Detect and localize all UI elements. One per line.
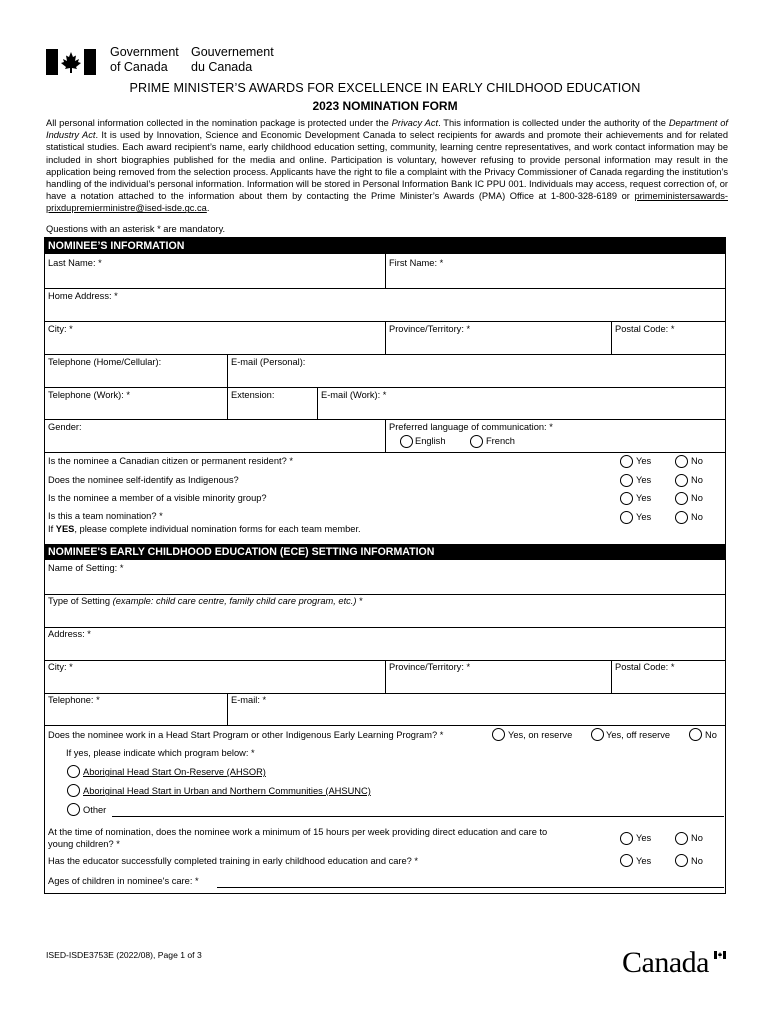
privacy-text-2: . This information is collected under the authority of the <box>438 118 669 128</box>
divider <box>45 627 725 628</box>
setting-postal-field[interactable] <box>616 673 722 691</box>
email-personal-label: E-mail (Personal): <box>231 357 306 367</box>
gov-en-line1: Government <box>110 45 179 59</box>
gov-fr-line2: du Canada <box>191 60 253 74</box>
setting-name-field[interactable] <box>49 574 721 592</box>
setting-province-label: Province/Territory: * <box>389 662 471 672</box>
setting-name-label: Name of Setting: * <box>48 563 124 573</box>
minority-no-label: No <box>691 493 703 503</box>
email-work-label: E-mail (Work): * <box>321 390 387 400</box>
divider <box>227 693 228 725</box>
mandatory-note: Questions with an asterisk * are mandatory. <box>46 224 226 234</box>
divider <box>385 321 386 354</box>
privacy-text-1: All personal information collected in the nomination package is protected under the <box>46 118 392 128</box>
indigenous-yes-label: Yes <box>636 475 652 485</box>
hours-question-line2: young children? * <box>48 839 120 849</box>
setting-address-field[interactable] <box>49 640 721 658</box>
setting-type-text: Type of Setting <box>48 596 113 606</box>
gov-en-line2: of Canada <box>110 60 168 74</box>
citizen-no-radio[interactable] <box>675 455 688 468</box>
setting-city-label: City: * <box>48 662 73 672</box>
last-name-field[interactable] <box>49 268 381 286</box>
city-label: City: * <box>48 324 73 334</box>
canada-flag-icon <box>46 49 96 75</box>
nomination-form <box>44 237 726 894</box>
team-if-text: If <box>48 524 56 534</box>
divider <box>45 354 725 355</box>
hours-yes-label: Yes <box>636 833 652 843</box>
privacy-act-text: Privacy Act <box>391 118 439 128</box>
postal-code-field[interactable] <box>616 334 722 352</box>
hours-no-radio[interactable] <box>675 832 688 845</box>
divider <box>385 254 386 288</box>
setting-address-label: Address: * <box>48 629 91 639</box>
divider <box>45 693 725 694</box>
setting-type-asterisk: * <box>356 596 363 606</box>
team-no-radio[interactable] <box>675 511 688 524</box>
minority-no-radio[interactable] <box>675 492 688 505</box>
divider <box>385 660 386 693</box>
divider <box>45 452 725 453</box>
training-yes-label: Yes <box>636 856 652 866</box>
divider <box>45 725 725 726</box>
indigenous-yes-radio[interactable] <box>620 474 633 487</box>
team-yes-label: Yes <box>636 512 652 522</box>
telephone-home-field[interactable] <box>49 367 223 385</box>
head-start-no-label: No <box>705 730 717 740</box>
divider <box>45 594 725 595</box>
training-no-label: No <box>691 856 703 866</box>
privacy-text-3: . It is used by Innovation, Science and Economic Development Canada to select recipients for awards and promote their achievements and for related statistical studies. Each award recipient’s name, early childhood education setting, community, learning centre representatives, and work contact information may be included in short biographies published for the media and online. Participation is voluntary, however refusing to provide personal information may result in the application being removed from the selection process. Applicants have the right to file a complaint with the Privacy Commissioner of Canada regarding the institution’s handling of the individual’s personal information. Information will be stored in Personal Information Bank IC PPU 001. Individuals may access, request correction of, or have a notation attached to the information about them by contacting the Prime Minister’s Awards (PMA) Office at 1-800-328-6189 or <box>46 130 728 202</box>
setting-type-field[interactable] <box>49 607 721 625</box>
email-work-field[interactable] <box>322 400 722 417</box>
minority-yes-label: Yes <box>636 493 652 503</box>
setting-type-example: (example: child care centre, family child care program, etc.) <box>112 596 357 606</box>
citizen-yes-label: Yes <box>636 456 652 466</box>
ages-field[interactable] <box>217 887 724 888</box>
training-question: Has the educator successfully completed training in early childhood education and care? * <box>48 856 419 866</box>
indigenous-question: Does the nominee self-identify as Indigenous? <box>48 475 239 485</box>
extension-label: Extension: <box>231 390 275 400</box>
email-personal-field[interactable] <box>232 367 722 385</box>
english-radio[interactable] <box>400 435 413 448</box>
home-address-label: Home Address: * <box>48 291 118 301</box>
setting-email-field[interactable] <box>232 706 722 723</box>
government-of-canada-text <box>110 45 179 75</box>
citizen-no-label: No <box>691 456 703 466</box>
setting-email-label: E-mail: * <box>231 695 267 705</box>
ahsor-label: Aboriginal Head Start On-Reserve (AHSOR) <box>83 767 266 777</box>
ece-setting-section-heading: NOMINEE'S EARLY CHILDHOOD EDUCATION (ECE) SETTING INFORMATION <box>45 544 725 560</box>
head-start-question: Does the nominee work in a Head Start Program or other Indigenous Early Learning Program? * <box>48 730 444 740</box>
telephone-work-label: Telephone (Work): * <box>48 390 130 400</box>
head-start-no-radio[interactable] <box>689 728 702 741</box>
french-radio[interactable] <box>470 435 483 448</box>
team-no-label: No <box>691 512 703 522</box>
extension-field[interactable] <box>232 400 314 417</box>
setting-postal-label: Postal Code: * <box>615 662 675 672</box>
english-label: English <box>415 436 446 446</box>
head-start-off-reserve-radio[interactable] <box>591 728 604 741</box>
ahsunc-radio[interactable] <box>67 784 80 797</box>
hours-no-label: No <box>691 833 703 843</box>
hours-yes-radio[interactable] <box>620 832 633 845</box>
gender-field[interactable] <box>49 432 381 450</box>
other-program-label: Other <box>83 805 107 815</box>
form-subtitle: 2023 NOMINATION FORM <box>312 99 458 113</box>
telephone-work-field[interactable] <box>49 400 223 417</box>
last-name-label: Last Name: * <box>48 258 102 268</box>
divider <box>45 288 725 289</box>
privacy-notice <box>46 117 728 215</box>
hours-question-line1: At the time of nomination, does the nominee work a minimum of 15 hours per week providing direct education and care to <box>48 827 548 837</box>
ahsunc-label: Aboriginal Head Start in Urban and Northern Communities (AHSUNC) <box>83 786 371 796</box>
head-start-on-reserve-label: Yes, on reserve <box>508 730 573 740</box>
training-yes-radio[interactable] <box>620 854 633 867</box>
canada-wordmark: Canada <box>622 946 709 979</box>
first-name-field[interactable] <box>390 268 722 286</box>
team-question: Is this a team nomination? * <box>48 511 163 521</box>
nominee-section-heading: NOMINEE’S INFORMATION <box>45 238 725 254</box>
gender-label: Gender: <box>48 422 82 432</box>
indigenous-no-radio[interactable] <box>675 474 688 487</box>
gov-fr-line1: Gouvernement <box>191 45 274 59</box>
setting-telephone-field[interactable] <box>49 706 223 723</box>
divider <box>227 387 228 419</box>
other-program-radio[interactable] <box>67 803 80 816</box>
ahsor-radio[interactable] <box>67 765 80 778</box>
setting-telephone-label: Telephone: * <box>48 695 100 705</box>
form-title: PRIME MINISTER’S AWARDS FOR EXCELLENCE IN EARLY CHILDHOOD EDUCATION <box>129 81 641 95</box>
gouvernement-du-canada-text <box>191 45 274 75</box>
setting-type-label <box>48 596 363 607</box>
privacy-text-end: . <box>206 203 210 214</box>
training-no-radio[interactable] <box>675 854 688 867</box>
province-field[interactable] <box>390 334 608 352</box>
divider <box>317 387 318 419</box>
minority-question: Is the nominee a member of a visible minority group? <box>48 493 267 503</box>
city-field[interactable] <box>49 334 381 352</box>
team-yes-radio[interactable] <box>620 511 633 524</box>
divider <box>611 660 612 693</box>
divider <box>611 321 612 354</box>
province-label: Province/Territory: * <box>389 324 471 334</box>
department-act-text: Department of Industry Act <box>46 118 728 141</box>
ages-label: Ages of children in nominee's care: * <box>48 876 199 886</box>
team-instruction <box>48 524 361 535</box>
citizen-yes-radio[interactable] <box>620 455 633 468</box>
setting-province-field[interactable] <box>390 673 608 691</box>
wordmark-flag-icon <box>714 951 726 959</box>
french-label: French <box>486 436 515 446</box>
pma-email-link[interactable]: primeministersawards-prixdupremierministre@ised-isde.gc.ca <box>46 191 728 214</box>
divider <box>227 354 228 387</box>
postal-code-label: Postal Code: * <box>615 324 675 334</box>
home-address-field[interactable] <box>49 301 721 319</box>
head-start-off-reserve-label: Yes, off reserve <box>606 730 671 740</box>
preferred-language-label: Preferred language of communication: * <box>389 422 553 432</box>
citizen-question: Is the nominee a Canadian citizen or permanent resident? * <box>48 456 293 466</box>
minority-yes-radio[interactable] <box>620 492 633 505</box>
program-instruction: If yes, please indicate which program below: * <box>66 748 255 758</box>
indigenous-no-label: No <box>691 475 703 485</box>
form-code: ISED-ISDE3753E (2022/08), Page 1 of 3 <box>46 950 202 960</box>
telephone-home-label: Telephone (Home/Cellular): <box>48 357 162 367</box>
team-rest-text: , please complete individual nomination forms for each team member. <box>74 524 361 534</box>
head-start-on-reserve-radio[interactable] <box>492 728 505 741</box>
divider <box>45 387 725 388</box>
divider <box>385 419 386 452</box>
other-program-field[interactable] <box>112 816 724 817</box>
first-name-label: First Name: * <box>389 258 444 268</box>
team-yes-bold: YES <box>55 524 75 534</box>
setting-city-field[interactable] <box>49 673 381 691</box>
